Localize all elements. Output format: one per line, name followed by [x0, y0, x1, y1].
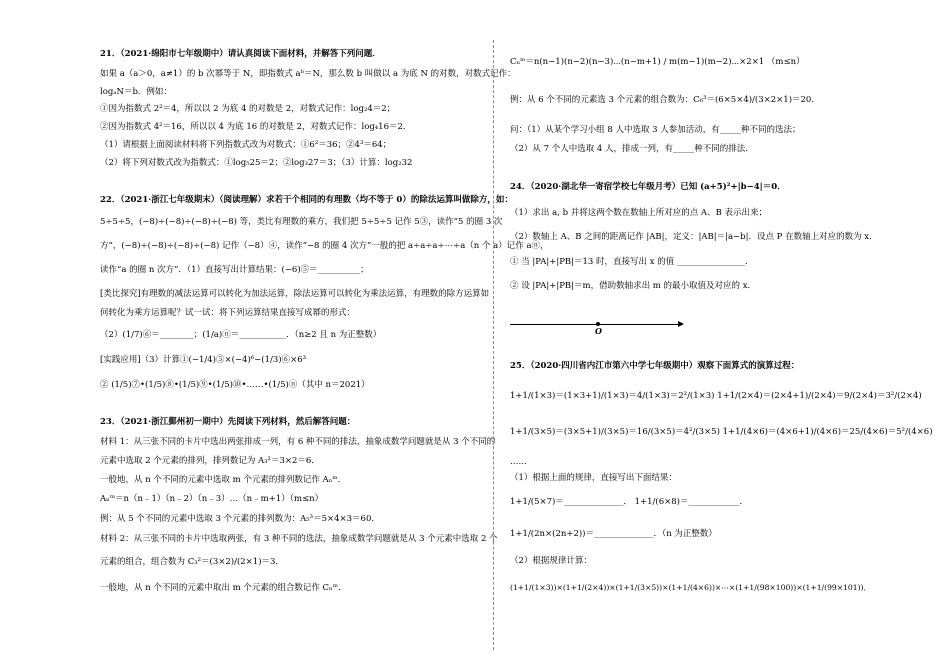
q22-line: （2）(1/7)⑥＝________；(1/a)ⓝ＝___________．（n≥2 且 n 为正整数）: [100, 330, 382, 340]
q25-line: 1+1/(2n×(2n+2))＝______________．（n 为正整数）: [510, 529, 717, 539]
q25-title: 25．（2020·四川省内江市第六中学七年级期中）观察下面算式的演算过程：: [510, 361, 800, 371]
q21-line: logₐN＝b．例如：: [100, 87, 172, 97]
q24-line: （2）数轴上 A、B 之间的距离记作 |AB|，定义：|AB|＝|a−b|．设点 P 在数轴上对应的数为 x．: [510, 232, 878, 242]
q23-line: 元素中选取 2 个元素的排列，排列数记为 A₃²＝3×2＝6．: [100, 456, 320, 466]
q23-line: 例：从 5 个不同的元素中选取 3 个元素的排列数为：A₅³＝5×4×3＝60．: [100, 514, 380, 524]
q21-line: （2）将下列对数式改为指数式：①log₅25＝2；②log₃27＝3；（3）计算：log₂32: [100, 158, 413, 168]
q22-line: ② (1/5)⑦•(1/5)⑧•(1/5)⑨•(1/5)⑩•……•(1/5)ⓝ（其中 n＝2021）: [100, 380, 370, 390]
q22-title: 22．（2021·浙江七年级期末）（阅读理解）求若干个相同的有理数（均不等于 0）的除法运算叫做除方，如：: [100, 195, 513, 205]
q24-line: ② 设 |PA|+|PB|＝m，借助数轴求出 m 的最小取值及对应的 x．: [510, 281, 757, 291]
q22-line: 读作“a 的圈 n 次方”．（1）直接写出计算结果：(−6)⑤＝__________；: [100, 265, 369, 275]
q25-line: (1+1/(1×3))×(1+1/(2×4))×(1+1/(3×5))×(1+1/(4×6))×⋯×(1+1/(98×100))×(1+1/(99×101))．: [510, 583, 872, 592]
q22-line: 何转化为乘方运算呢？试一试：将下列运算结果直接写成幂的形式：: [100, 308, 356, 318]
q23-line: 例：从 6 个不同的元素选 3 个元素的组合数为：C₆³＝(6×5×4)/(3×2×1)＝20．: [510, 95, 820, 105]
origin-label: O: [595, 326, 602, 336]
q23-formula: Cₙᵐ＝n(n−1)(n−2)(n−3)⋯(n−m+1) / m(m−1)(m−2)⋯×2×1 （m≤n）: [510, 57, 805, 67]
q25-line: （1）根据上面的规律，直接写出下面结果：: [510, 473, 677, 483]
q21-line: ②因为指数式 4²＝16，所以以 4 为底 16 的对数是 2，对数式记作：log₄16＝2．: [100, 122, 412, 132]
q25-line: ……: [510, 457, 527, 467]
q25-line: 1+1/(5×7)＝______________． 1+1/(6×8)＝____________．: [510, 497, 748, 507]
q21-line: ①因为指数式 2²＝4，所以以 2 为底 4 的对数是 2，对数式记作：log₂4＝2；: [100, 104, 396, 114]
q22-line: 方”，(−8)÷(−8)÷(−8)÷(−8) 记作（−8）④，读作“−8 的圈 4 次方”一般的把 a÷a÷a÷⋯÷a（n 个 a）记作 aⓝ，: [100, 241, 549, 251]
q21-title: 21．（2021·绵阳市七年级期中）请认真阅读下面材料，并解答下列问题．: [100, 49, 381, 59]
q21-line: （1）请根据上面阅读材料将下列指数式改为对数式：①6²＝36；②4³＝64；: [100, 140, 392, 150]
q22-line: 5÷5÷5，(−8)÷(−8)÷(−8)÷(−8) 等，类比有理数的乘方，我们把 5÷5÷5 记作 5③，读作“5 的圈 3 次: [100, 217, 503, 227]
q23-line: 元素的组合，组合数为 C₃²＝(3×2)/(2×1)＝3．: [100, 557, 284, 567]
q21-line: 如果 a（a＞0，a≠1）的 b 次幂等于 N，即指数式 aᵇ＝N，那么数 b 叫做以 a 为底 N 的对数，对数式记作：: [100, 69, 516, 79]
q23-line: Aₙᵐ＝n（n﹣1）（n﹣2）（n﹣3）…（n﹣m+1）（m≤n）: [100, 494, 324, 504]
column-divider: [493, 40, 494, 650]
q25-line: 1+1/(3×5)＝(3×5+1)/(3×5)＝16/(3×5)＝4²/(3×5) 1+1/(4×6)＝(4×6+1)/(4×6)＝25/(4×6)＝5²/(4×6): [510, 427, 933, 437]
q23-title: 23．（2021·浙江鄞州初一期中）先阅读下列材料，然后解答问题：: [100, 417, 356, 427]
q25-line: （2）根据规律计算：: [510, 556, 592, 566]
q24-line: ① 当 |PA|+|PB|＝13 时，直接写出 x 的值 ________________．: [510, 257, 754, 267]
q23-line: 一般地，从 n 个不同的元素中选取 m 个元素的排列数记作 Aₙᵐ．: [100, 475, 347, 485]
q22-line: [实践应用]（3）计算①(−1/4)⑤×(−4)⁶−(1/3)⑥×6³: [100, 355, 307, 365]
q22-line: [类比探究]有理数的减法运算可以转化为加法运算，除法运算可以转化为乘法运算，有理数的除方运算如: [100, 289, 490, 299]
q24-line: （1）求出 a, b 并将这两个数在数轴上所对应的点 A、B 表示出来；: [510, 208, 768, 218]
q24-title: 24．（2020·湖北华一寄宿学校七年级月考）已知 (a+5)²+|b−4|＝0．: [510, 182, 786, 192]
q23-line: 材料 2：从三张不同的卡片中选取两张，有 3 种不同的选法，抽象成数学问题就是从 3 个元素中选取 2 个: [100, 534, 498, 544]
number-line-arrow-icon: [678, 321, 684, 327]
q23-line: （2）从 7 个人中选取 4 人，排成一列，有_____种不同的排法．: [510, 144, 754, 154]
number-line: [510, 324, 680, 325]
q23-line: 材料 1：从三张不同的卡片中选出两张排成一列，有 6 种不同的排法，抽象成数学问题就是从 3 个不同的: [100, 437, 496, 447]
q23-line: 一般地，从 n 个不同的元素中取出 m 个元素的组合数记作 Cₙᵐ．: [100, 583, 347, 593]
q23-line: 问：（1）从某个学习小组 8 人中选取 3 人参加活动，有_____种不同的选法；: [510, 125, 801, 135]
q25-line: 1+1/(1×3)＝(1×3+1)/(1×3)＝4/(1×3)＝2²/(1×3) 1+1/(2×4)＝(2×4+1)/(2×4)＝9/(2×4)＝3²/(2×4): [510, 391, 922, 401]
